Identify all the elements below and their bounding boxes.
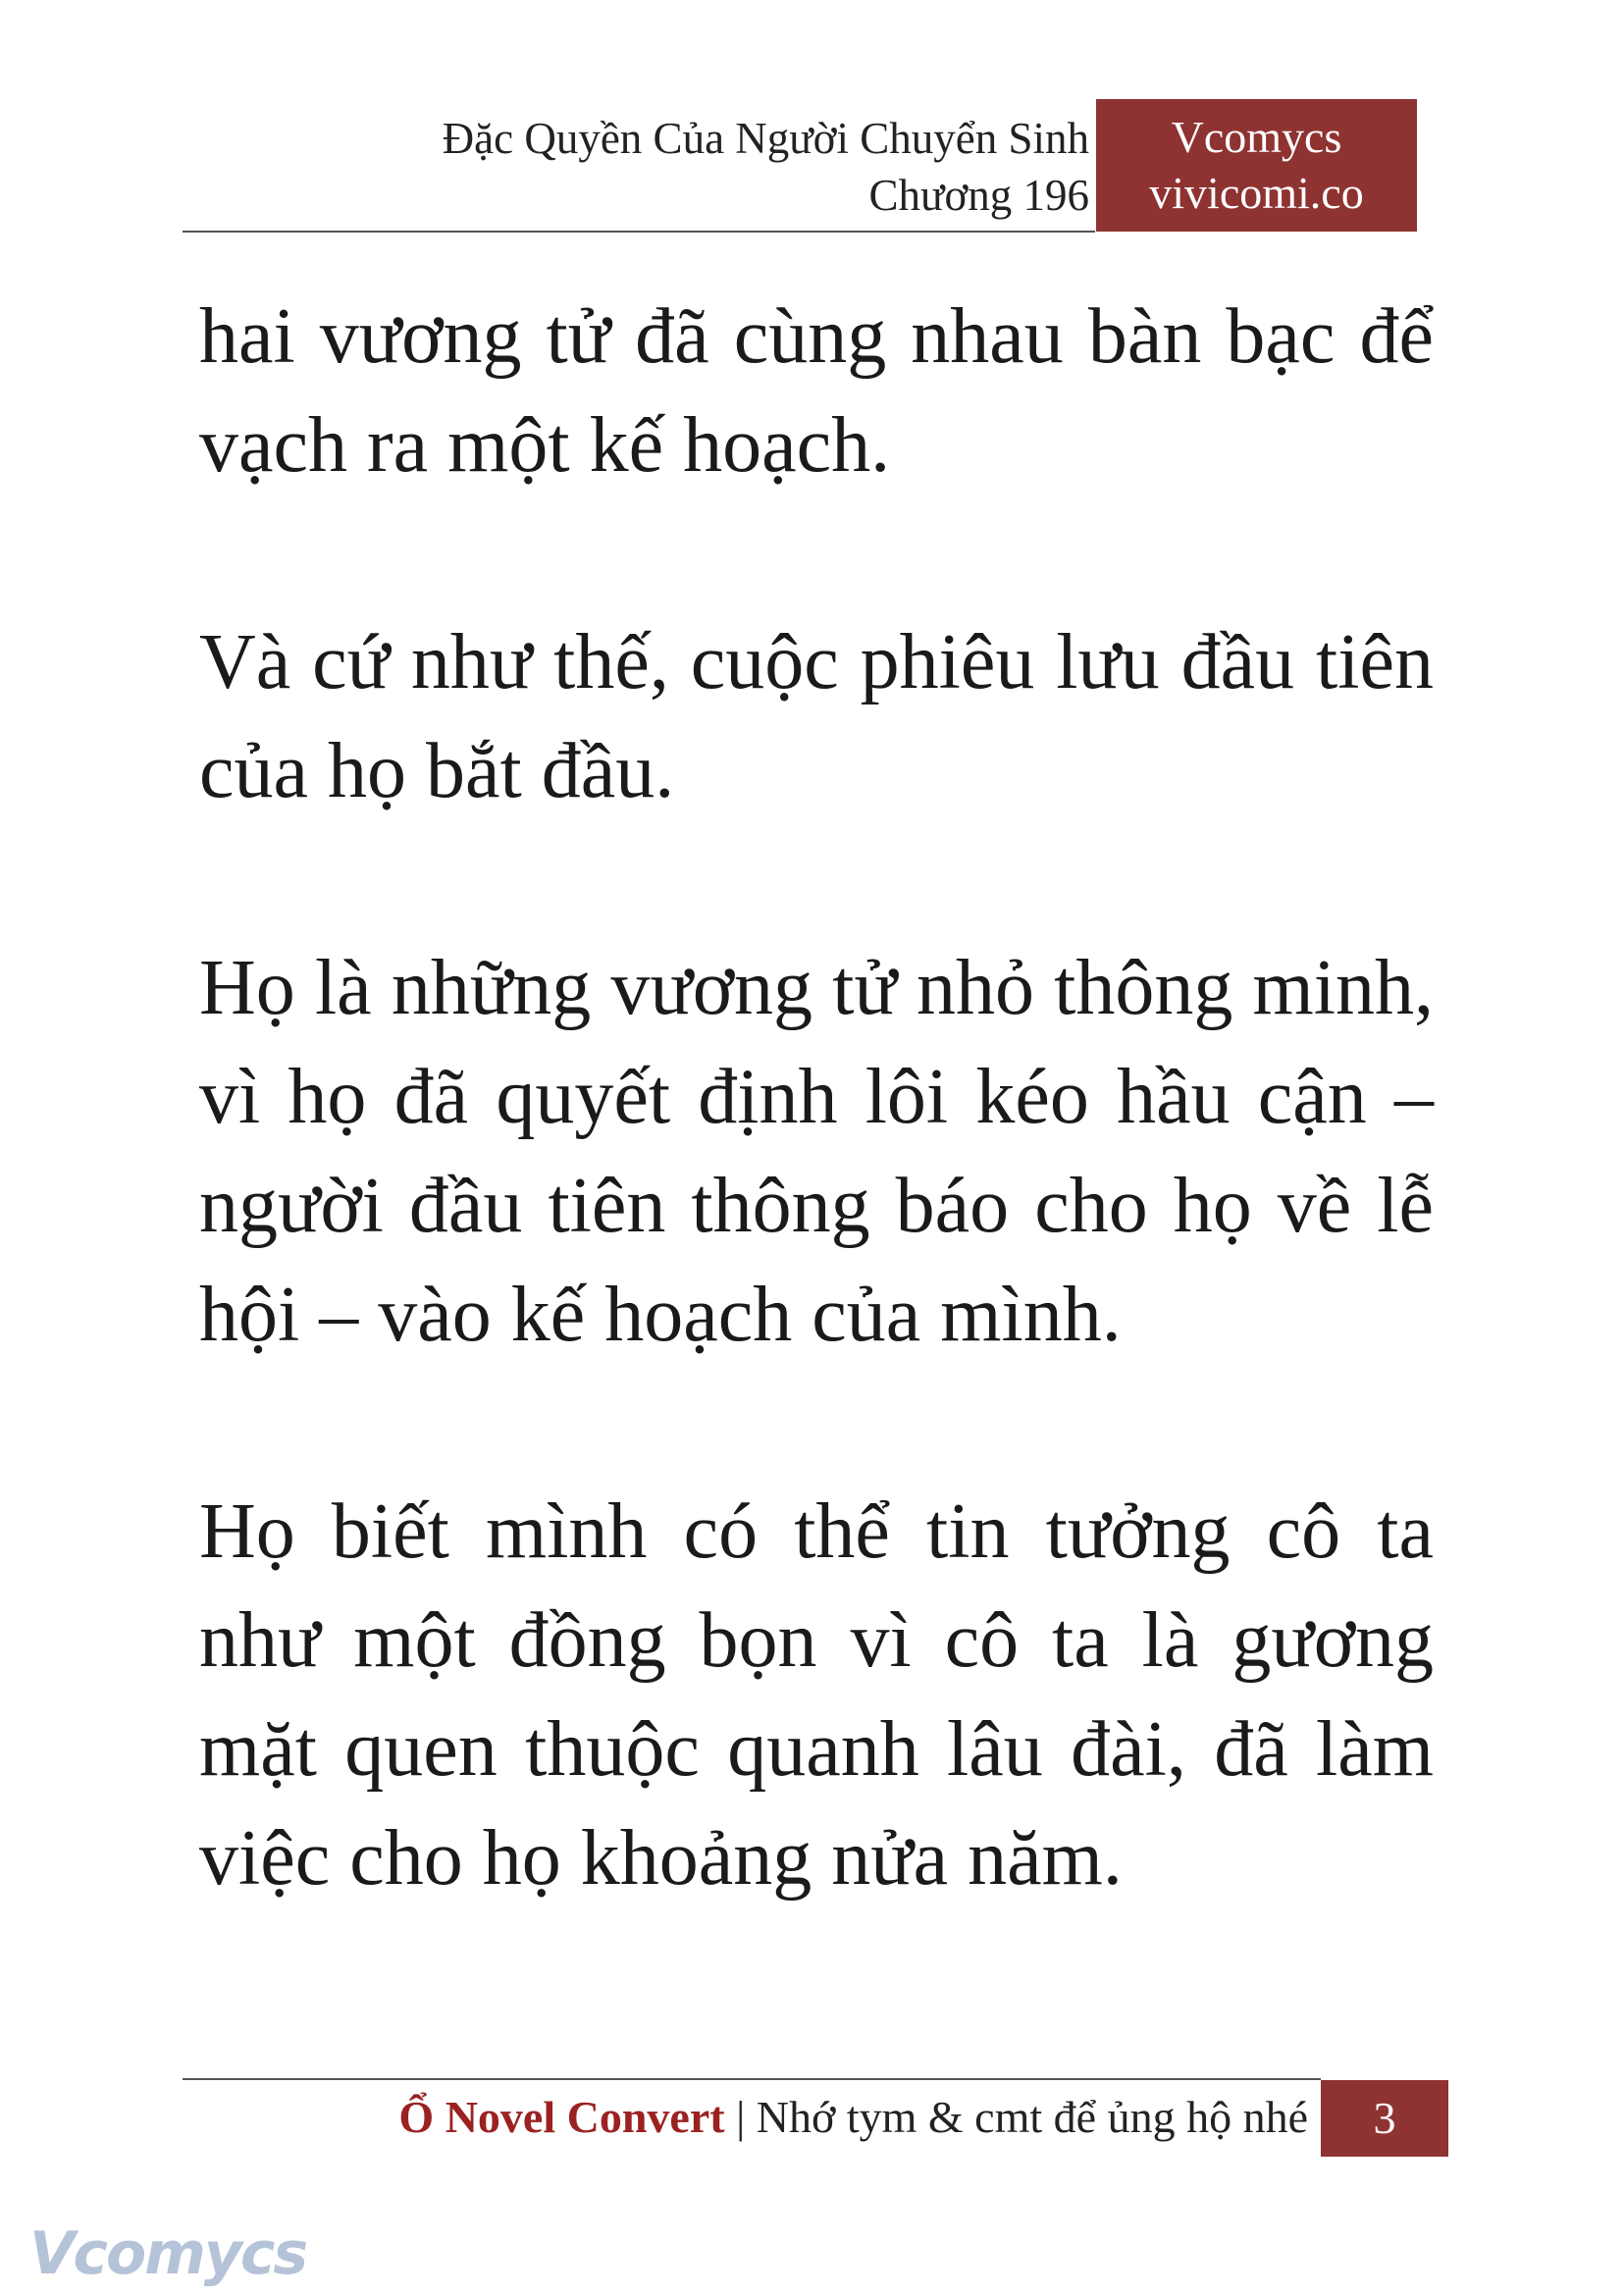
footer-divider — [183, 2078, 1321, 2080]
page-content — [199, 283, 1434, 2021]
paragraph: Họ là những vương tử nhỏ thông minh, vì họ đã quyết định lôi kéo hầu cận – người đầu tiên thông báo cho họ về lễ hội – vào kế hoạch của mình. — [199, 945, 1434, 1358]
footer-line — [398, 2088, 1308, 2147]
brand-url: vivicomi.co — [1149, 168, 1364, 218]
page-number: 3 — [1321, 2080, 1448, 2157]
paragraph: Và cứ như thế, cuộc phiêu lưu đầu tiên của họ bắt đầu. — [199, 619, 1434, 814]
paragraph: hai vương tử đã cùng nhau bàn bạc để vạch ra một kế hoạch. — [199, 293, 1434, 489]
chapter-label: Chương 196 — [868, 171, 1089, 220]
header-titles — [443, 110, 1089, 224]
footer-message: Nhớ tym & cmt để ủng hộ nhé — [756, 2092, 1308, 2142]
footer-brand: Ổ Novel Convert — [398, 2092, 725, 2142]
paragraph: Họ biết mình có thể tin tưởng cô ta như một đồng bọn vì cô ta là gương mặt quen thuộc quanh lâu đài, đã làm việc cho họ khoảng nửa năm. — [199, 1488, 1434, 1902]
header-divider — [183, 231, 1095, 233]
footer-separator: | — [736, 2092, 746, 2142]
watermark-logo: Vcomycs — [29, 2219, 307, 2288]
brand-badge — [1096, 99, 1417, 232]
book-title: Đặc Quyền Của Người Chuyển Sinh — [442, 114, 1089, 163]
brand-name: Vcomycs — [1171, 112, 1342, 162]
